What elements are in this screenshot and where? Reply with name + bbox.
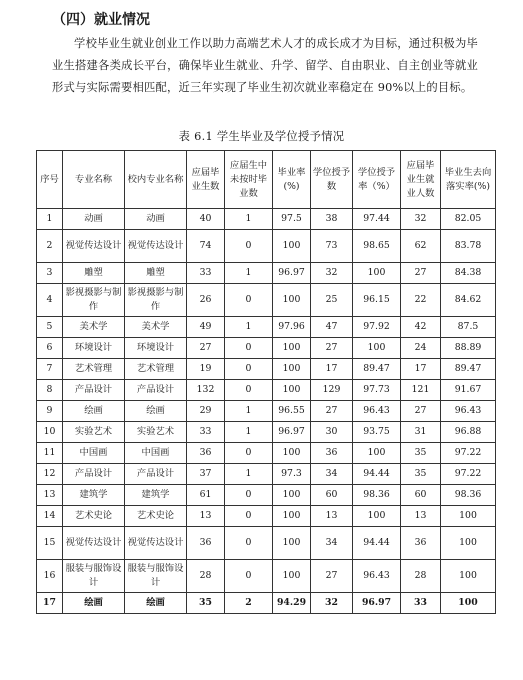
table-cell: 97.44 (353, 209, 401, 230)
table-cell: 29 (187, 401, 225, 422)
table-cell: 视觉传达设计 (63, 230, 125, 263)
table-cell: 1 (225, 422, 273, 443)
table-cell: 美术学 (125, 317, 187, 338)
table-cell: 96.43 (353, 560, 401, 593)
table-cell: 97.96 (273, 317, 311, 338)
table-cell: 100 (273, 506, 311, 527)
table-cell: 建筑学 (63, 485, 125, 506)
table-cell: 实验艺术 (125, 422, 187, 443)
table-cell: 35 (401, 464, 441, 485)
table-cell: 1 (225, 401, 273, 422)
table-cell: 13 (311, 506, 353, 527)
paragraph-text: 学校毕业生就业创业工作以助力高端艺术人才的成长成才为目标，通过积极为毕业生搭建各类成长平台，确保毕业生就业、升学、留学、自由职业、自主创业等就业形式与实际需要相匹配，近三年实现了毕业生初次就业率稳定在 90%以上的目标。 (52, 37, 478, 94)
table-cell: 96.88 (441, 422, 496, 443)
table-cell: 5 (37, 317, 63, 338)
table-header-row (37, 151, 496, 209)
table-cell: 7 (37, 359, 63, 380)
table-cell: 绘画 (63, 401, 125, 422)
table-cell: 动画 (63, 209, 125, 230)
table-cell: 0 (225, 506, 273, 527)
table-cell: 环境设计 (125, 338, 187, 359)
table-row (37, 284, 496, 317)
table-cell: 97.5 (273, 209, 311, 230)
table-cell: 美术学 (63, 317, 125, 338)
table-cell: 1 (225, 464, 273, 485)
table-cell: 影视摄影与制作 (125, 284, 187, 317)
table-cell: 0 (225, 443, 273, 464)
table-row (37, 485, 496, 506)
table-row (37, 380, 496, 401)
table-cell: 100 (353, 263, 401, 284)
table-cell: 16 (37, 560, 63, 593)
table-cell: 91.67 (441, 380, 496, 401)
table-cell: 30 (311, 422, 353, 443)
table-cell: 1 (37, 209, 63, 230)
table-caption: 表 6.1 学生毕业及学位授予情况 (178, 130, 345, 143)
table-cell: 98.36 (353, 485, 401, 506)
table-row (37, 464, 496, 485)
col-header: 应届生中未按时毕业数 (225, 151, 273, 209)
table-cell: 33 (401, 593, 441, 614)
col-header: 校内专业名称 (125, 151, 187, 209)
col-header: 序号 (37, 151, 63, 209)
table-cell: 0 (225, 284, 273, 317)
employment-paragraph (52, 33, 478, 99)
table-cell: 87.5 (441, 317, 496, 338)
table-cell: 100 (273, 359, 311, 380)
table-cell: 97.73 (353, 380, 401, 401)
table-cell: 96.43 (353, 401, 401, 422)
table-cell: 27 (311, 338, 353, 359)
table-cell: 83.78 (441, 230, 496, 263)
col-header: 应届毕业生数 (187, 151, 225, 209)
table-cell: 93.75 (353, 422, 401, 443)
table-cell: 环境设计 (63, 338, 125, 359)
table-cell: 绘画 (125, 401, 187, 422)
table-cell: 17 (311, 359, 353, 380)
table-cell: 32 (311, 263, 353, 284)
table-cell: 10 (37, 422, 63, 443)
table-cell: 38 (311, 209, 353, 230)
table-cell: 建筑学 (125, 485, 187, 506)
table-cell: 视觉传达设计 (63, 527, 125, 560)
table-cell: 1 (225, 209, 273, 230)
table-row (37, 230, 496, 263)
table-cell: 100 (273, 338, 311, 359)
table-cell: 0 (225, 380, 273, 401)
table-cell: 97.22 (441, 464, 496, 485)
table-row (37, 560, 496, 593)
table-cell: 89.47 (353, 359, 401, 380)
table-cell: 32 (401, 209, 441, 230)
table-cell: 60 (311, 485, 353, 506)
table-cell: 28 (401, 560, 441, 593)
table-cell: 绘画 (63, 593, 125, 614)
table-cell: 0 (225, 485, 273, 506)
table-cell: 100 (353, 338, 401, 359)
table-cell: 艺术史论 (63, 506, 125, 527)
table-row (37, 359, 496, 380)
table-cell: 28 (187, 560, 225, 593)
col-header: 专业名称 (63, 151, 125, 209)
table-cell: 96.43 (441, 401, 496, 422)
section-heading: （四）就业情况 (52, 12, 150, 28)
table-cell: 36 (187, 443, 225, 464)
table-cell: 0 (225, 560, 273, 593)
table-cell: 24 (401, 338, 441, 359)
table-cell: 98.65 (353, 230, 401, 263)
col-header: 毕业率(%) (273, 151, 311, 209)
table-cell: 94.29 (273, 593, 311, 614)
table-cell: 服装与服饰设计 (125, 560, 187, 593)
table-cell: 中国画 (125, 443, 187, 464)
table-cell: 22 (401, 284, 441, 317)
table-cell: 98.36 (441, 485, 496, 506)
table-cell: 13 (401, 506, 441, 527)
table-cell: 0 (225, 527, 273, 560)
table-cell: 0 (225, 359, 273, 380)
table-row (37, 443, 496, 464)
table-row (37, 506, 496, 527)
table-cell: 19 (187, 359, 225, 380)
table-cell: 产品设计 (63, 380, 125, 401)
table-cell: 96.15 (353, 284, 401, 317)
table-cell: 视觉传达设计 (125, 230, 187, 263)
col-header: 学位授予率（%） (353, 151, 401, 209)
col-header: 毕业生去向落实率(%) (441, 151, 496, 209)
table-cell: 61 (187, 485, 225, 506)
table-cell: 96.55 (273, 401, 311, 422)
table-cell: 129 (311, 380, 353, 401)
table-cell: 实验艺术 (63, 422, 125, 443)
table-cell: 34 (311, 527, 353, 560)
table-cell: 13 (187, 506, 225, 527)
table-cell: 1 (225, 263, 273, 284)
table-cell: 62 (401, 230, 441, 263)
table-cell: 100 (273, 485, 311, 506)
table-row (37, 527, 496, 560)
table-row (37, 593, 496, 614)
table-row (37, 338, 496, 359)
table-cell: 97.92 (353, 317, 401, 338)
table-cell: 97.3 (273, 464, 311, 485)
table-cell: 100 (273, 443, 311, 464)
table-cell: 60 (401, 485, 441, 506)
table-cell: 0 (225, 338, 273, 359)
table-cell: 97.22 (441, 443, 496, 464)
table-cell: 15 (37, 527, 63, 560)
table-cell: 视觉传达设计 (125, 527, 187, 560)
table-cell: 33 (187, 422, 225, 443)
table-cell: 26 (187, 284, 225, 317)
table-cell: 100 (273, 527, 311, 560)
table-cell: 产品设计 (125, 464, 187, 485)
table-cell: 8 (37, 380, 63, 401)
table-cell: 132 (187, 380, 225, 401)
table-cell: 27 (187, 338, 225, 359)
table-row (37, 401, 496, 422)
table-cell: 100 (441, 560, 496, 593)
table-cell: 121 (401, 380, 441, 401)
table-cell: 31 (401, 422, 441, 443)
table-cell: 25 (311, 284, 353, 317)
table-cell: 100 (273, 380, 311, 401)
table-cell: 100 (441, 506, 496, 527)
table-row (37, 209, 496, 230)
table-cell: 100 (353, 506, 401, 527)
table-cell: 33 (187, 263, 225, 284)
table-cell: 27 (401, 401, 441, 422)
table-cell: 9 (37, 401, 63, 422)
table-row (37, 422, 496, 443)
table-cell: 34 (311, 464, 353, 485)
table-cell: 6 (37, 338, 63, 359)
table-cell: 动画 (125, 209, 187, 230)
table-cell: 2 (37, 230, 63, 263)
table-cell: 13 (37, 485, 63, 506)
table-cell: 84.62 (441, 284, 496, 317)
table-cell: 1 (225, 317, 273, 338)
table-cell: 14 (37, 506, 63, 527)
table-cell: 2 (225, 593, 273, 614)
table-cell: 27 (311, 401, 353, 422)
table-cell: 100 (273, 230, 311, 263)
table-cell: 94.44 (353, 527, 401, 560)
table-cell: 96.97 (273, 263, 311, 284)
table-cell: 35 (187, 593, 225, 614)
table-cell: 96.97 (353, 593, 401, 614)
table-cell: 11 (37, 443, 63, 464)
table-cell: 艺术管理 (63, 359, 125, 380)
table-cell: 产品设计 (125, 380, 187, 401)
table-cell: 100 (273, 560, 311, 593)
table-cell: 32 (311, 593, 353, 614)
table-cell: 雕塑 (125, 263, 187, 284)
table-cell: 35 (401, 443, 441, 464)
table-cell: 12 (37, 464, 63, 485)
table-row (37, 263, 496, 284)
table-cell: 17 (37, 593, 63, 614)
table-cell: 88.89 (441, 338, 496, 359)
table-cell: 100 (353, 443, 401, 464)
table-cell: 雕塑 (63, 263, 125, 284)
table-cell: 3 (37, 263, 63, 284)
table-cell: 17 (401, 359, 441, 380)
table-cell: 47 (311, 317, 353, 338)
col-header: 应届毕业生就业人数 (401, 151, 441, 209)
col-header: 学位授予数 (311, 151, 353, 209)
table-cell: 82.05 (441, 209, 496, 230)
table-cell: 27 (311, 560, 353, 593)
table-cell: 100 (273, 284, 311, 317)
table-cell: 40 (187, 209, 225, 230)
table-cell: 服装与服饰设计 (63, 560, 125, 593)
table-cell: 绘画 (125, 593, 187, 614)
table-cell: 94.44 (353, 464, 401, 485)
table-cell: 27 (401, 263, 441, 284)
table-cell: 73 (311, 230, 353, 263)
graduation-table (36, 150, 496, 614)
table-cell: 影视摄影与制作 (63, 284, 125, 317)
table-cell: 艺术史论 (125, 506, 187, 527)
table-cell: 49 (187, 317, 225, 338)
table-cell: 36 (401, 527, 441, 560)
table-cell: 84.38 (441, 263, 496, 284)
table-cell: 100 (441, 527, 496, 560)
table-cell: 艺术管理 (125, 359, 187, 380)
table-cell: 74 (187, 230, 225, 263)
table-cell: 36 (311, 443, 353, 464)
table-cell: 产品设计 (63, 464, 125, 485)
table-cell: 100 (441, 593, 496, 614)
table-cell: 4 (37, 284, 63, 317)
table-cell: 89.47 (441, 359, 496, 380)
table-cell: 0 (225, 230, 273, 263)
table-cell: 中国画 (63, 443, 125, 464)
table-row (37, 317, 496, 338)
table-cell: 36 (187, 527, 225, 560)
table-cell: 42 (401, 317, 441, 338)
table-cell: 37 (187, 464, 225, 485)
table-cell: 96.97 (273, 422, 311, 443)
